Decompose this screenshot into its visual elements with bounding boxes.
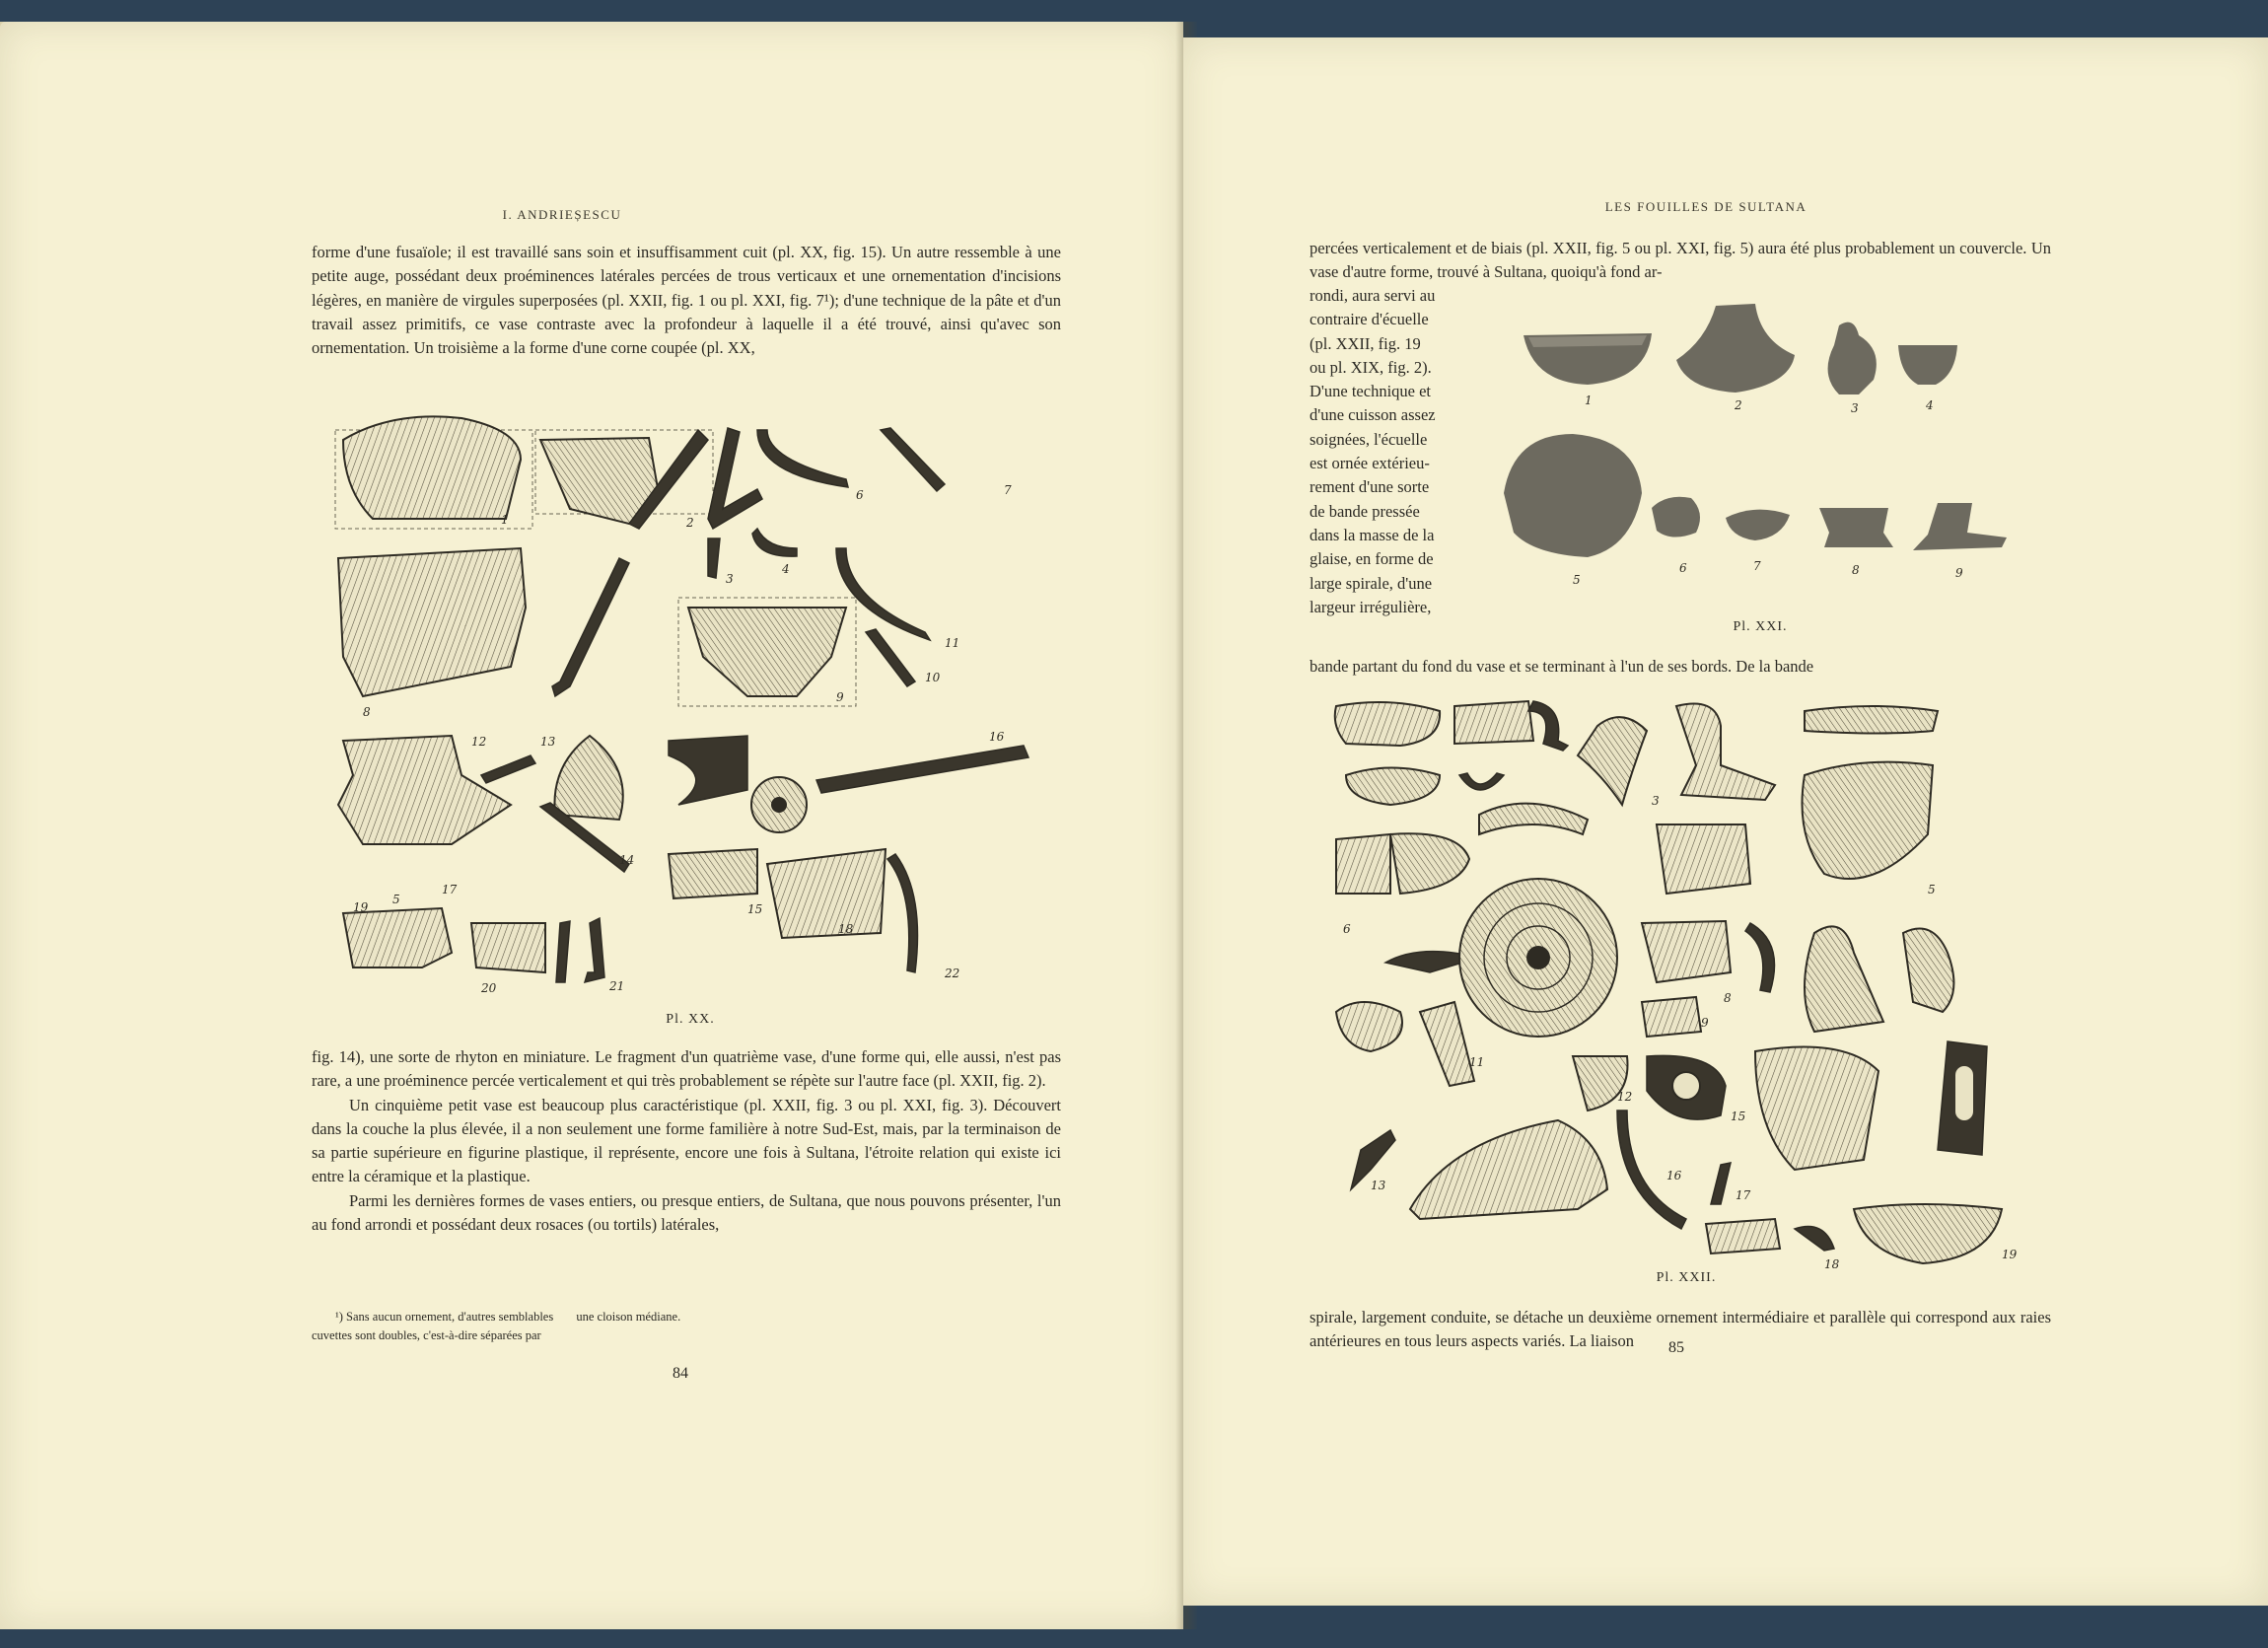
fig-1-label: 1 (501, 513, 509, 527)
plate-xx-drawing (333, 400, 1043, 1004)
fig-13-label: 13 (540, 735, 556, 749)
wrap-line: D'une technique et (1310, 382, 1432, 401)
fig-11-label: 11 (945, 636, 960, 650)
plate-xxi-caption: Pl. XXI. (1733, 619, 1788, 634)
right-paragraph-2 (1310, 655, 2051, 679)
wrap-line: largeur irrégulière, (1310, 597, 1432, 616)
plate-xxi-photo (1494, 296, 2056, 626)
fig-2-label: 2 (686, 516, 694, 530)
plate22-fig6-label: 6 (1343, 922, 1351, 936)
fig-3-label: 3 (726, 572, 734, 586)
wrap-line: large spirale, d'une (1310, 573, 1433, 593)
right-para2-text: bande partant du fond du vase et se terminant à l'un de ses bords. De la bande (1310, 657, 1814, 676)
folio-84: 84 (673, 1365, 688, 1382)
photo-4-label: 4 (1926, 398, 1934, 412)
wrap-line: d'une cuisson assez (1310, 405, 1436, 425)
photo-1-label: 1 (1585, 394, 1593, 407)
left-para2-text: fig. 14), une sorte de rhyton en miniature. Le fragment d'un quatrième vase, d'une forme qui, elle aussi, n'est pas rare, a une proéminence percée verticalement et qui très probablement se répète sur l'autre face (pl. XXII, fig. 2). (312, 1047, 1061, 1091)
right-paragraph-1 (1310, 237, 2051, 285)
folio-85: 85 (1668, 1339, 1684, 1356)
wrap-line: (pl. XXII, fig. 19 (1310, 333, 1421, 353)
photo-3-label: 3 (1851, 401, 1859, 415)
running-head-right: LES FOUILLES DE SULTANA (1604, 199, 1807, 214)
left-page (0, 22, 1183, 1629)
left-para4-text: Parmi les dernières formes de vases entiers, ou presque entiers, de Sultana, que nous pouvons présenter, l'un au fond arrondi et possédant deux rosaces (ou tortils) latérales, (312, 1190, 1061, 1235)
wrap-line: de bande pressée (1310, 501, 1420, 521)
fig-18-label: 18 (838, 922, 854, 936)
footnote-line1b: une cloison médiane. (576, 1310, 681, 1324)
wrap-line: rondi, aura servi au (1310, 286, 1436, 305)
plate-xxi-drawing (1494, 296, 2056, 626)
plate22-fig15-label: 15 (1731, 1110, 1746, 1123)
wrap-line: contraire d'écuelle (1310, 310, 1429, 329)
plate-xx-figure (333, 400, 1043, 1004)
fig-12-label: 12 (471, 735, 487, 749)
fig-17-label: 17 (442, 883, 458, 896)
running-head-left: I. ANDRIEȘESCU (502, 207, 622, 222)
fig-10-label: 10 (925, 671, 941, 684)
left-para1-text: forme d'une fusaïole; il est travaillé sans soin et insuffisamment cuit (pl. XX, fig. 15). Un autre ressemble à une petite auge, possédant deux proéminences latérales percées de trous verticaux et une ornementation d'incisions légères, en manière de virgules superposées (pl. XXII, fig. 1 ou pl. XXI, fig. 7¹); d'une technique de la pâte et d'un travail assez primitifs, ce vase contraste avec la profondeur à laquelle il a été trouvé, ainsi qu'avec son ornementation. Un troisième a la forme d'une corne coupée (pl. XX, (312, 243, 1061, 358)
plate22-fig17-label: 17 (1736, 1188, 1751, 1202)
plate22-fig11-label: 11 (1469, 1055, 1485, 1069)
plate-xxii-drawing (1331, 696, 2031, 1268)
fig-4-label: 4 (782, 562, 790, 576)
plate22-fig5-label: 5 (1928, 883, 1936, 896)
wrap-line: glaise, en forme de (1310, 549, 1434, 569)
left-paragraphs-lower (312, 1045, 1061, 1237)
plate22-fig19-label: 19 (2002, 1248, 2018, 1261)
fig-16-label: 16 (989, 730, 1005, 744)
plate-xx-caption: Pl. XX. (666, 1012, 715, 1027)
right-para3-text: spirale, largement conduite, se détache un deuxième ornement intermédiaire et parallèle qui correspond aux raies antérieures en tous leurs aspects variés. La liaison (1310, 1308, 2051, 1351)
plate22-fig12-label: 12 (1617, 1090, 1633, 1104)
footnote (312, 1308, 923, 1345)
right-page (1183, 37, 2268, 1606)
footnote-line2: cuvettes sont doubles, c'est-à-dire séparées par (312, 1328, 541, 1342)
photo-8-label: 8 (1852, 563, 1860, 577)
plate22-fig8-label: 8 (1724, 991, 1732, 1005)
fig-6-label: 6 (856, 488, 864, 502)
plate-xxii-figure (1331, 696, 2031, 1268)
fig-8-label: 8 (363, 705, 371, 719)
fig-9-label: 9 (836, 690, 844, 704)
plate22-fig9-label: 9 (1701, 1016, 1709, 1030)
right-wrap-column (1310, 284, 1492, 619)
fig-22-label: 22 (945, 967, 960, 980)
wrap-line: est ornée extérieu- (1310, 454, 1430, 473)
fig-21-label: 21 (609, 979, 625, 993)
plate22-fig3-label: 3 (1652, 794, 1660, 808)
left-paragraph-1 (312, 241, 1061, 360)
photo-9-label: 9 (1955, 566, 1963, 580)
plate22-fig16-label: 16 (1666, 1169, 1682, 1182)
fig-15-label: 15 (747, 902, 763, 916)
wrap-line: dans la masse de la (1310, 525, 1435, 544)
fig-20-label: 20 (481, 981, 497, 995)
footnote-line1: ¹) Sans aucun ornement, d'autres semblables (335, 1310, 554, 1324)
plate22-fig13-label: 13 (1371, 1179, 1386, 1192)
plate22-fig18-label: 18 (1824, 1257, 1840, 1268)
fig-5-label: 5 (392, 893, 400, 906)
photo-2-label: 2 (1735, 398, 1742, 412)
plate-xxii-caption: Pl. XXII. (1656, 1270, 1717, 1285)
wrap-line: ou pl. XIX, fig. 2). (1310, 357, 1432, 377)
fig-14-label: 14 (619, 853, 635, 867)
wrap-line: rement d'une sorte (1310, 477, 1430, 497)
photo-6-label: 6 (1679, 561, 1687, 575)
photo-5-label: 5 (1573, 573, 1581, 587)
fig-19-label: 19 (353, 900, 369, 914)
right-para1-text: percées verticalement et de biais (pl. XXII, fig. 5 ou pl. XXI, fig. 5) aura été plus probablement un couvercle. Un vase d'autre forme, trouvé à Sultana, quoiqu'à fond ar- (1310, 239, 2051, 282)
photo-7-label: 7 (1753, 559, 1761, 573)
wrap-line: soignées, l'écuelle (1310, 429, 1428, 449)
left-para3-text: Un cinquième petit vase est beaucoup plus caractéristique (pl. XXII, fig. 3 ou pl. XXI, fig. 3). Découvert dans la couche la plus élevée, il a non seulement une forme familière à notre Sud-Est, mais, par la terminaison de sa partie supérieure en figurine plastique, il représente, encore une fois à Sultana, l'étroite relation qui existe ici entre la céramique et la plastique. (312, 1095, 1061, 1186)
fig-7-label: 7 (1004, 483, 1012, 497)
